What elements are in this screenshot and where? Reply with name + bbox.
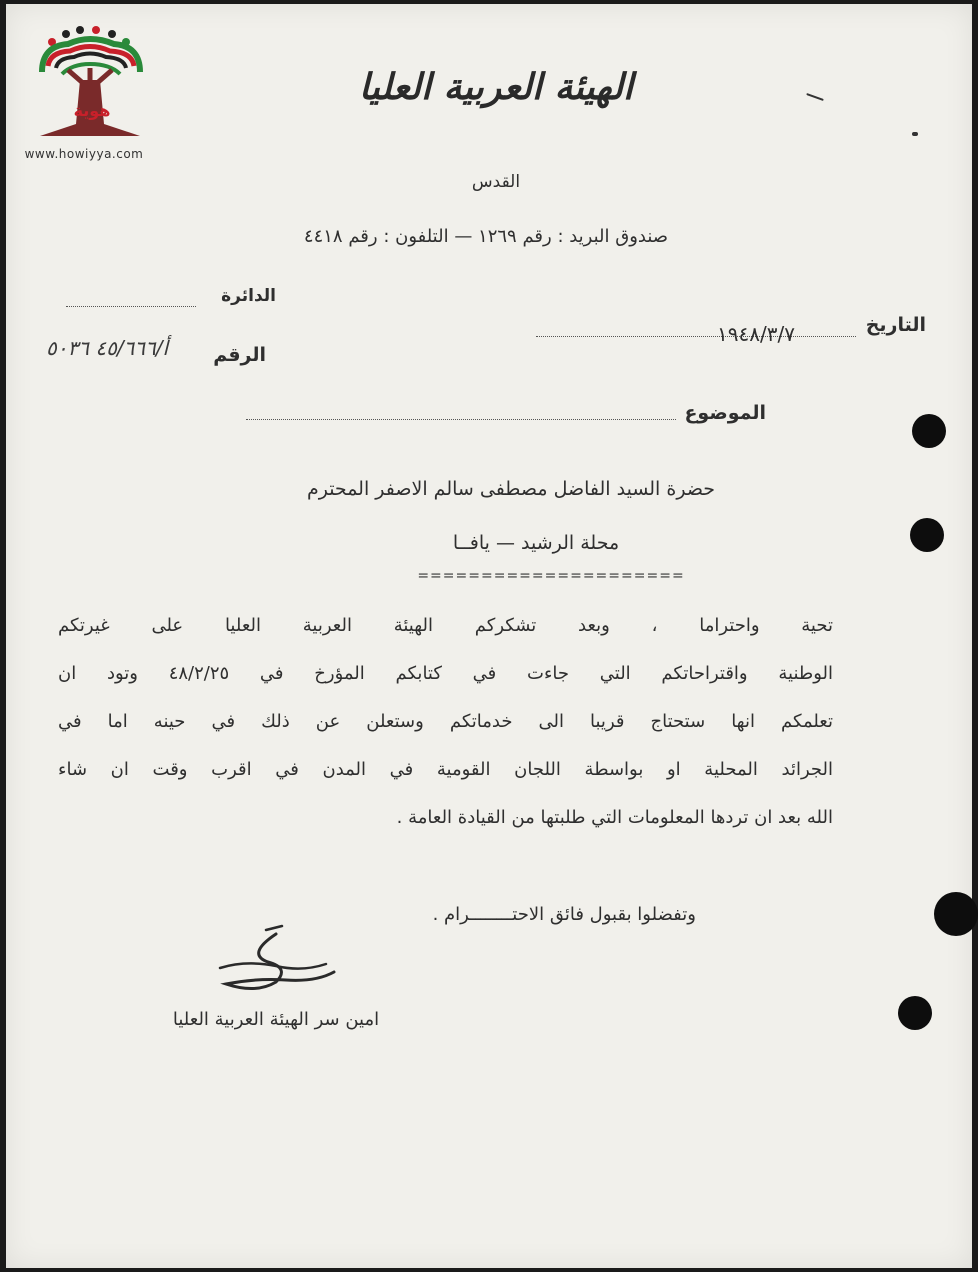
separator-rule: =====================: [417, 568, 685, 584]
body-line: تعلمكم انها ستحتاج قريبا الى خدماتكم وستعلن عن ذلك في حينه اما في: [58, 711, 833, 732]
subject-label: الموضوع: [684, 402, 766, 424]
body-line: الله بعد ان تردها المعلومات التي طلبتها من القيادة العامة .: [396, 807, 833, 828]
letter-page: [6, 4, 972, 1268]
punch-hole: [910, 518, 944, 552]
body-line: الوطنية واقتراحاتكم التي جاءت في كتابكم المؤرخ في ٤٨/٢/٢٥ وتود ان: [58, 663, 833, 684]
date-value: ١٩٤٨/٣/٧: [717, 322, 795, 346]
svg-text:هوية: هوية: [73, 101, 111, 120]
handwritten-signature: [206, 924, 346, 1004]
letter-body: [58, 602, 833, 842]
punch-hole: [898, 996, 932, 1030]
department-dotted-line: [66, 306, 196, 307]
date-label: التاريخ: [865, 314, 926, 336]
ink-speck: [912, 132, 918, 136]
city-name: القدس: [471, 172, 521, 192]
signatory-title: امين سر الهيئة العربية العليا: [172, 1009, 380, 1030]
closing-line: وتفضلوا بقبول فائق الاحتــــــــرام .: [432, 904, 696, 925]
organization-title: الهيئة العربية العليا: [358, 66, 634, 108]
reference-number: أ/٤٥/٦٦٦ ٥٠٣٦: [46, 336, 169, 360]
addressee-line: حضرة السيد الفاضل مصطفى سالم الاصفر المحترم: [306, 478, 716, 500]
howiyya-tree-logo: [28, 24, 154, 164]
watermark-url: www.howiyya.com: [24, 147, 144, 161]
addressee-location: محلة الرشيد — يافــا: [452, 532, 620, 554]
department-label: الدائرة: [221, 286, 276, 306]
body-line: الجرائد المحلية او بواسطة اللجان القومية في المدن في اقرب وقت ان شاء: [58, 759, 833, 780]
punch-hole: [934, 892, 978, 936]
body-line: تحية واحتراما ، وبعد تشكركم الهيئة العربية العليا على غيرتكم: [58, 615, 833, 636]
reference-label: الرقم: [213, 344, 266, 366]
punch-hole: [912, 414, 946, 448]
ink-speck: [806, 93, 824, 101]
contact-line: صندوق البريد : رقم ١٢٦٩ — التلفون : رقم ٤٤١٨: [303, 226, 669, 247]
subject-dotted-line: [246, 419, 676, 420]
